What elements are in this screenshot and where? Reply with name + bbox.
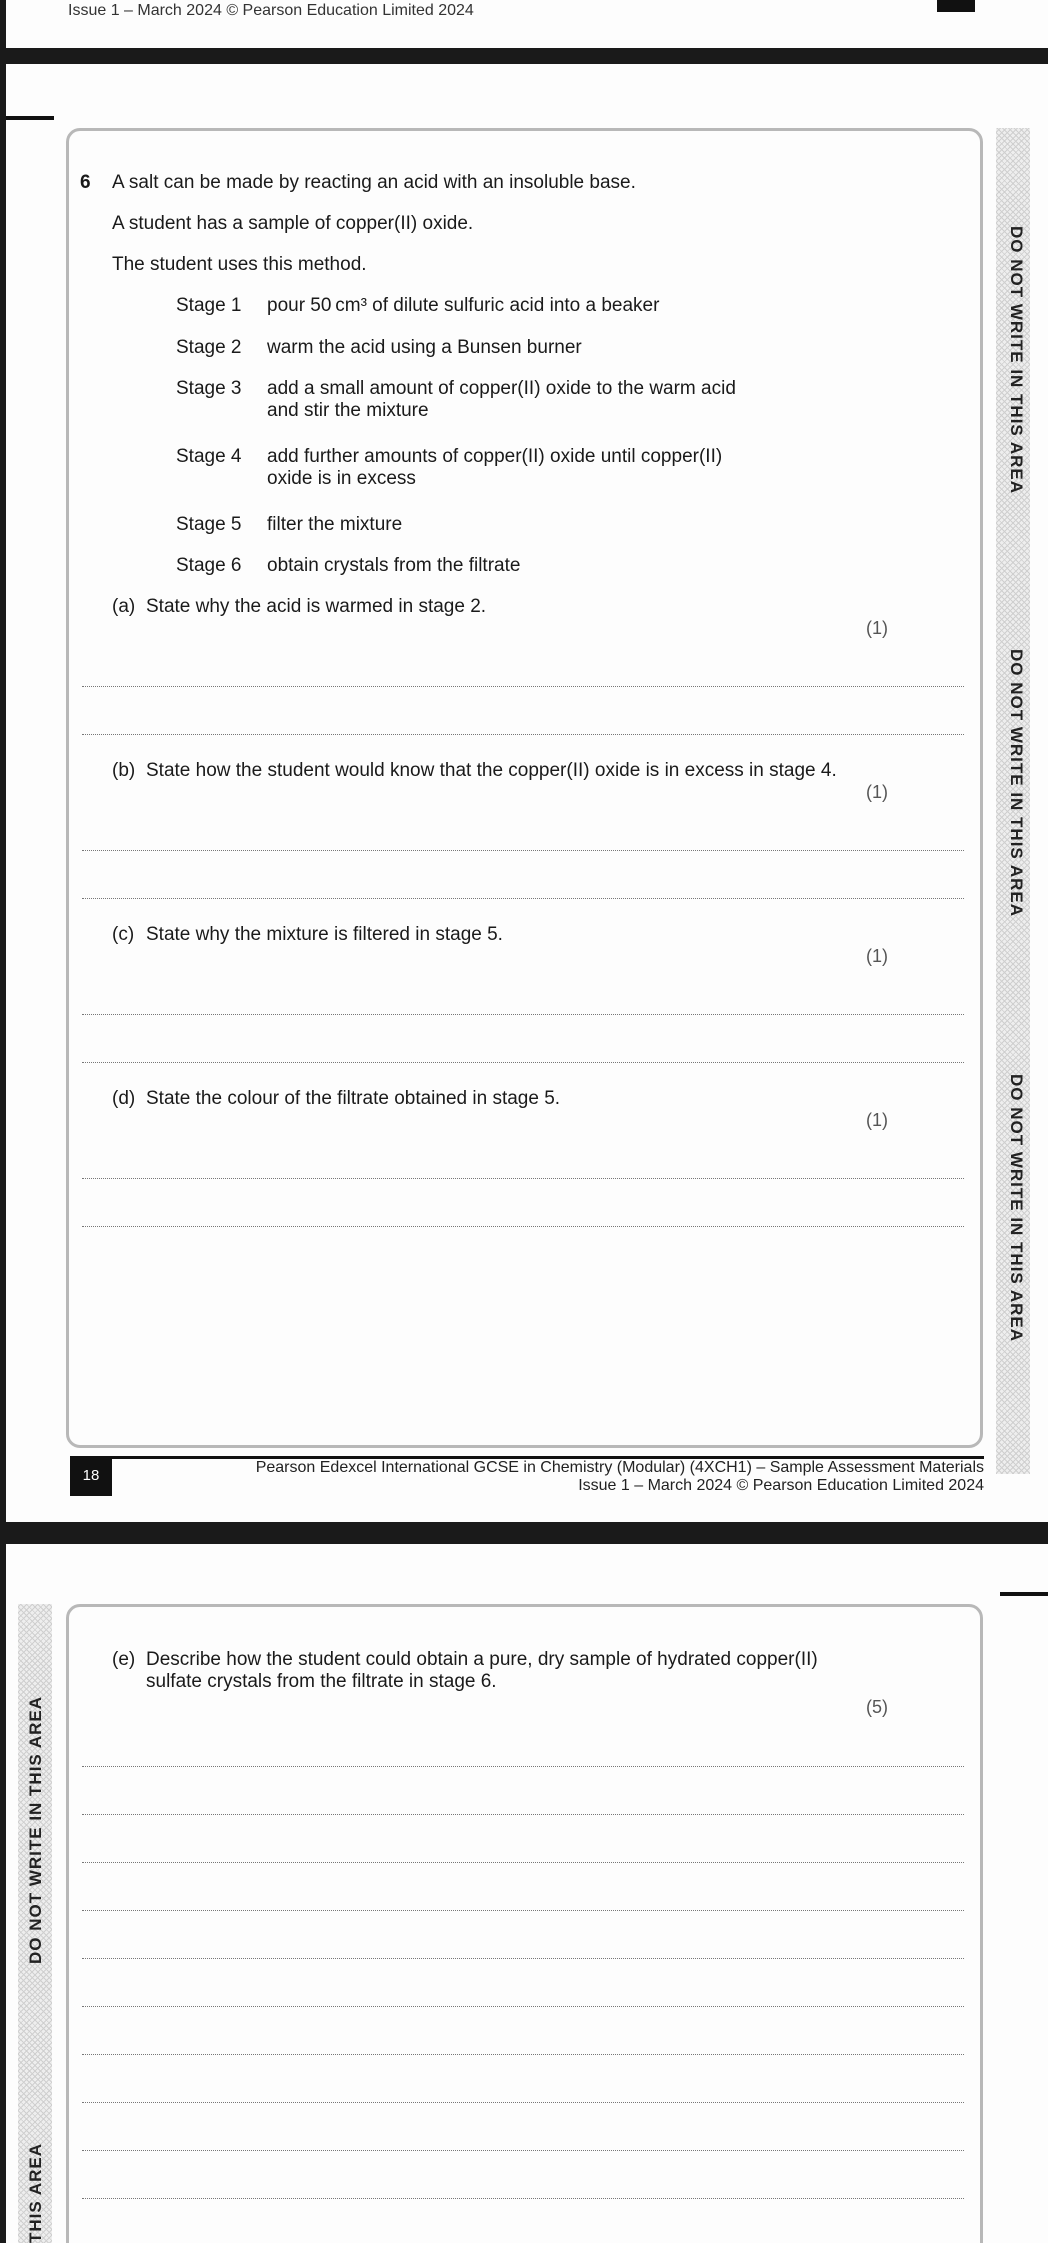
stage-3-label: Stage 3: [176, 378, 242, 399]
answer-line-e-2[interactable]: [82, 1814, 964, 1815]
stage-4-label: Stage 4: [176, 446, 242, 467]
part-e-label: (e): [112, 1649, 136, 1670]
answer-line-e-10[interactable]: [82, 2198, 964, 2199]
exam-page-19: [6, 1544, 1048, 2243]
part-b-text: State how the student would know that the copper(II) oxide is in excess in stage 4.: [146, 760, 837, 781]
part-b-label: (b): [112, 760, 136, 781]
answer-line-c-2[interactable]: [82, 1062, 964, 1063]
do-not-write-label-2: DO NOT WRITE IN THIS AREA: [1007, 649, 1026, 918]
question-frame-2: [66, 1604, 983, 2243]
answer-line-e-6[interactable]: [82, 2006, 964, 2007]
previous-page-number-tab: [937, 0, 975, 12]
answer-line-e-4[interactable]: [82, 1910, 964, 1911]
do-not-write-label-1: DO NOT WRITE IN THIS AREA: [1007, 226, 1026, 495]
part-c-text: State why the mixture is filtered in stage 5.: [146, 924, 503, 945]
part-d-text: State the colour of the filtrate obtained in stage 5.: [146, 1088, 561, 1109]
question-sample: A student has a sample of copper(II) oxide.: [112, 213, 474, 234]
do-not-write-label-3: DO NOT WRITE IN THIS AREA: [1007, 1074, 1026, 1343]
stage-2-text: warm the acid using a Bunsen burner: [267, 337, 582, 358]
method-intro: The student uses this method.: [112, 254, 367, 275]
part-c-label: (c): [112, 924, 135, 945]
page-number-tab: 18: [70, 1456, 112, 1496]
footer-text: [256, 1459, 984, 1495]
footer-line-2: Issue 1 – March 2024 © Pearson Education Limited 2024: [578, 1477, 984, 1494]
answer-line-e-7[interactable]: [82, 2054, 964, 2055]
footer-line-1: Pearson Edexcel International GCSE in Chemistry (Modular) (4XCH1) – Sample Assessment Materials: [255, 1459, 984, 1476]
part-c-marks: (1): [866, 946, 888, 966]
answer-line-a-1[interactable]: [82, 686, 964, 687]
stage-1-label: Stage 1: [176, 295, 242, 316]
answer-line-c-1[interactable]: [82, 1014, 964, 1015]
stage-2-label: Stage 2: [176, 337, 242, 358]
stage-4-text: add further amounts of copper(II) oxide until copper(II): [267, 446, 723, 467]
corner-tab-right: [1000, 1592, 1048, 1596]
do-not-write-label-5: THIS AREA: [26, 2143, 45, 2243]
question-frame: [66, 128, 983, 1448]
stage-6-text: obtain crystals from the filtrate: [267, 555, 521, 576]
part-d-label: (d): [112, 1088, 136, 1109]
answer-line-b-2[interactable]: [82, 898, 964, 899]
do-not-write-label-4: DO NOT WRITE IN THIS AREA: [26, 1695, 45, 1964]
stage-1-text: pour 50 cm³ of dilute sulfuric acid into a beaker: [267, 295, 660, 316]
question-intro: A salt can be made by reacting an acid with an insoluble base.: [112, 172, 636, 193]
part-d-marks: (1): [866, 1110, 888, 1130]
part-a-label: (a): [112, 596, 136, 617]
answer-line-b-1[interactable]: [82, 850, 964, 851]
part-a-text: State why the acid is warmed in stage 2.: [146, 596, 487, 617]
answer-line-e-8[interactable]: [82, 2102, 964, 2103]
exam-page-18: [6, 64, 1048, 1522]
part-e-text-cont: sulfate crystals from the filtrate in stage 6.: [146, 1671, 497, 1692]
answer-line-e-3[interactable]: [82, 1862, 964, 1863]
part-e-marks: (5): [866, 1697, 888, 1717]
stage-3-text: add a small amount of copper(II) oxide to the warm acid: [267, 378, 736, 399]
stage-5-label: Stage 5: [176, 514, 242, 535]
stage-6-label: Stage 6: [176, 555, 242, 576]
answer-line-d-2[interactable]: [82, 1226, 964, 1227]
stage-4-text-cont: oxide is in excess: [267, 468, 416, 489]
answer-line-a-2[interactable]: [82, 734, 964, 735]
answer-line-e-5[interactable]: [82, 1958, 964, 1959]
answer-line-e-9[interactable]: [82, 2150, 964, 2151]
part-a-marks: (1): [866, 618, 888, 638]
answer-line-d-1[interactable]: [82, 1178, 964, 1179]
corner-tab: [6, 116, 54, 120]
question-number: 6: [80, 172, 91, 193]
stage-3-text-cont: and stir the mixture: [267, 400, 429, 421]
part-b-marks: (1): [866, 782, 888, 802]
previous-page-strip: [6, 0, 1048, 48]
stage-5-text: filter the mixture: [267, 514, 403, 535]
part-e-text: Describe how the student could obtain a pure, dry sample of hydrated copper(II): [146, 1649, 818, 1670]
answer-line-e-1[interactable]: [82, 1766, 964, 1767]
previous-footer-line: Issue 1 – March 2024 © Pearson Education Limited 2024: [68, 2, 474, 19]
